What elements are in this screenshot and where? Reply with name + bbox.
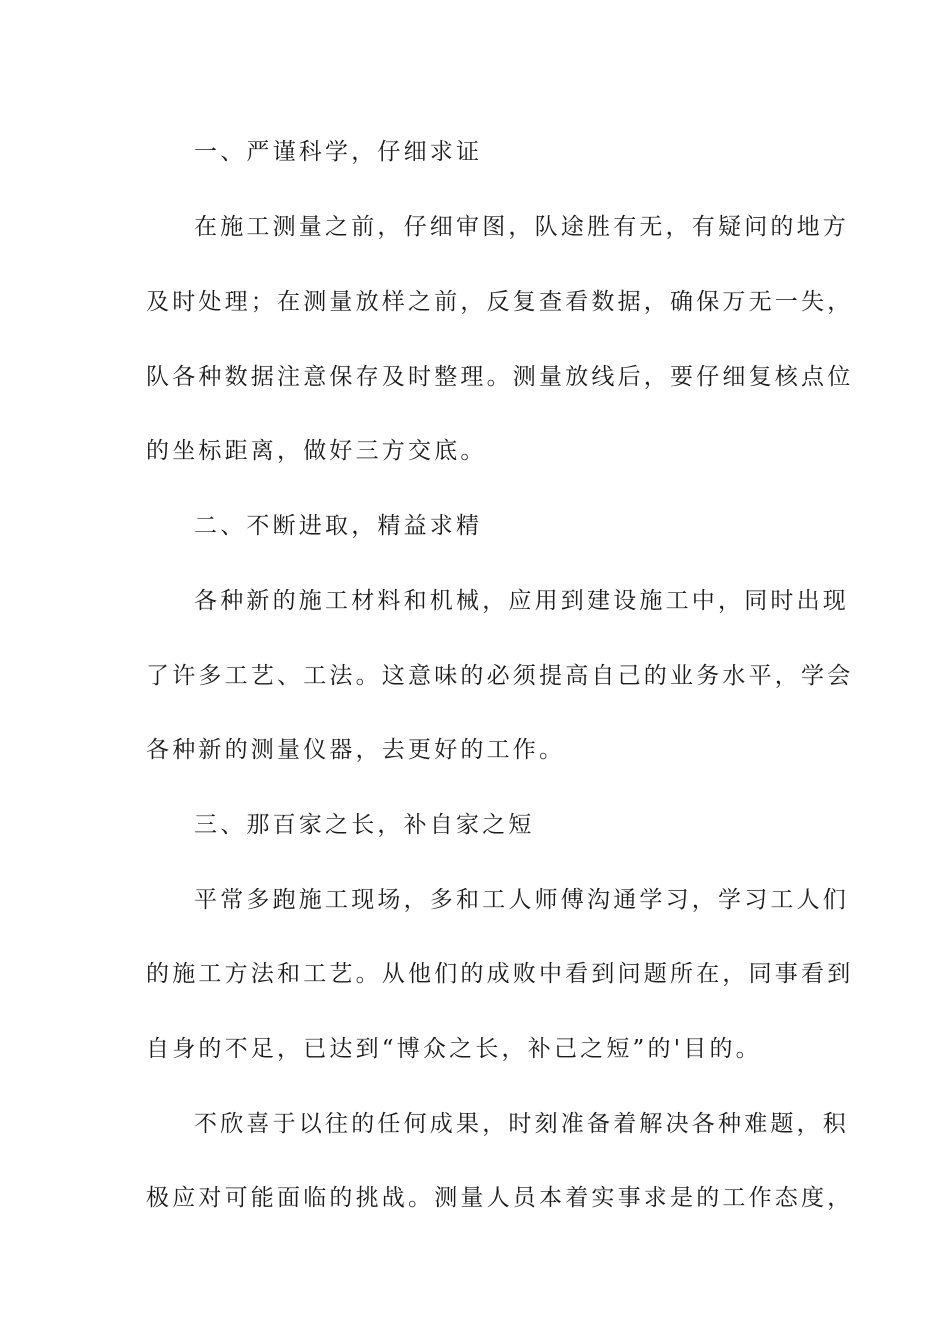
heading-section-1: 一、严谨科学，仔细求证 bbox=[194, 139, 483, 165]
heading-section-2: 二、不断进取，精益求精 bbox=[194, 513, 483, 539]
paragraph-line: 的坐标距离，做好三方交底。 bbox=[146, 438, 487, 464]
paragraph-line: 自身的不足，已达到“博众之长，补己之短”的'目的。 bbox=[146, 1036, 762, 1062]
paragraph-line: 及时处理；在测量放样之前，反复查看数据，确保万无一失， bbox=[146, 289, 854, 315]
paragraph-line: 各种新的施工材料和机械，应用到建设施工中，同时出现 bbox=[194, 588, 849, 614]
paragraph-line: 了许多工艺、工法。这意味的必须提高自己的业务水平，学会 bbox=[146, 663, 854, 689]
paragraph-line: 极应对可能面临的挑战。测量人员本着实事求是的工作态度， bbox=[146, 1185, 854, 1211]
heading-section-3: 三、那百家之长，补自家之短 bbox=[194, 812, 535, 838]
paragraph-line: 不欣喜于以往的任何成果，时刻准备着解决各种难题，积 bbox=[194, 1111, 849, 1137]
paragraph-line: 平常多跑施工现场，多和工人师傅沟通学习，学习工人们 bbox=[194, 887, 849, 913]
paragraph-line: 各种新的测量仪器，去更好的工作。 bbox=[146, 737, 566, 763]
paragraph-line: 的施工方法和工艺。从他们的成败中看到问题所在，同事看到 bbox=[146, 961, 854, 987]
paragraph-line: 队各种数据注意保存及时整理。测量放线后，要仔细复核点位 bbox=[146, 364, 854, 390]
paragraph-line: 在施工测量之前，仔细审图，队途胜有无，有疑问的地方 bbox=[194, 214, 849, 240]
